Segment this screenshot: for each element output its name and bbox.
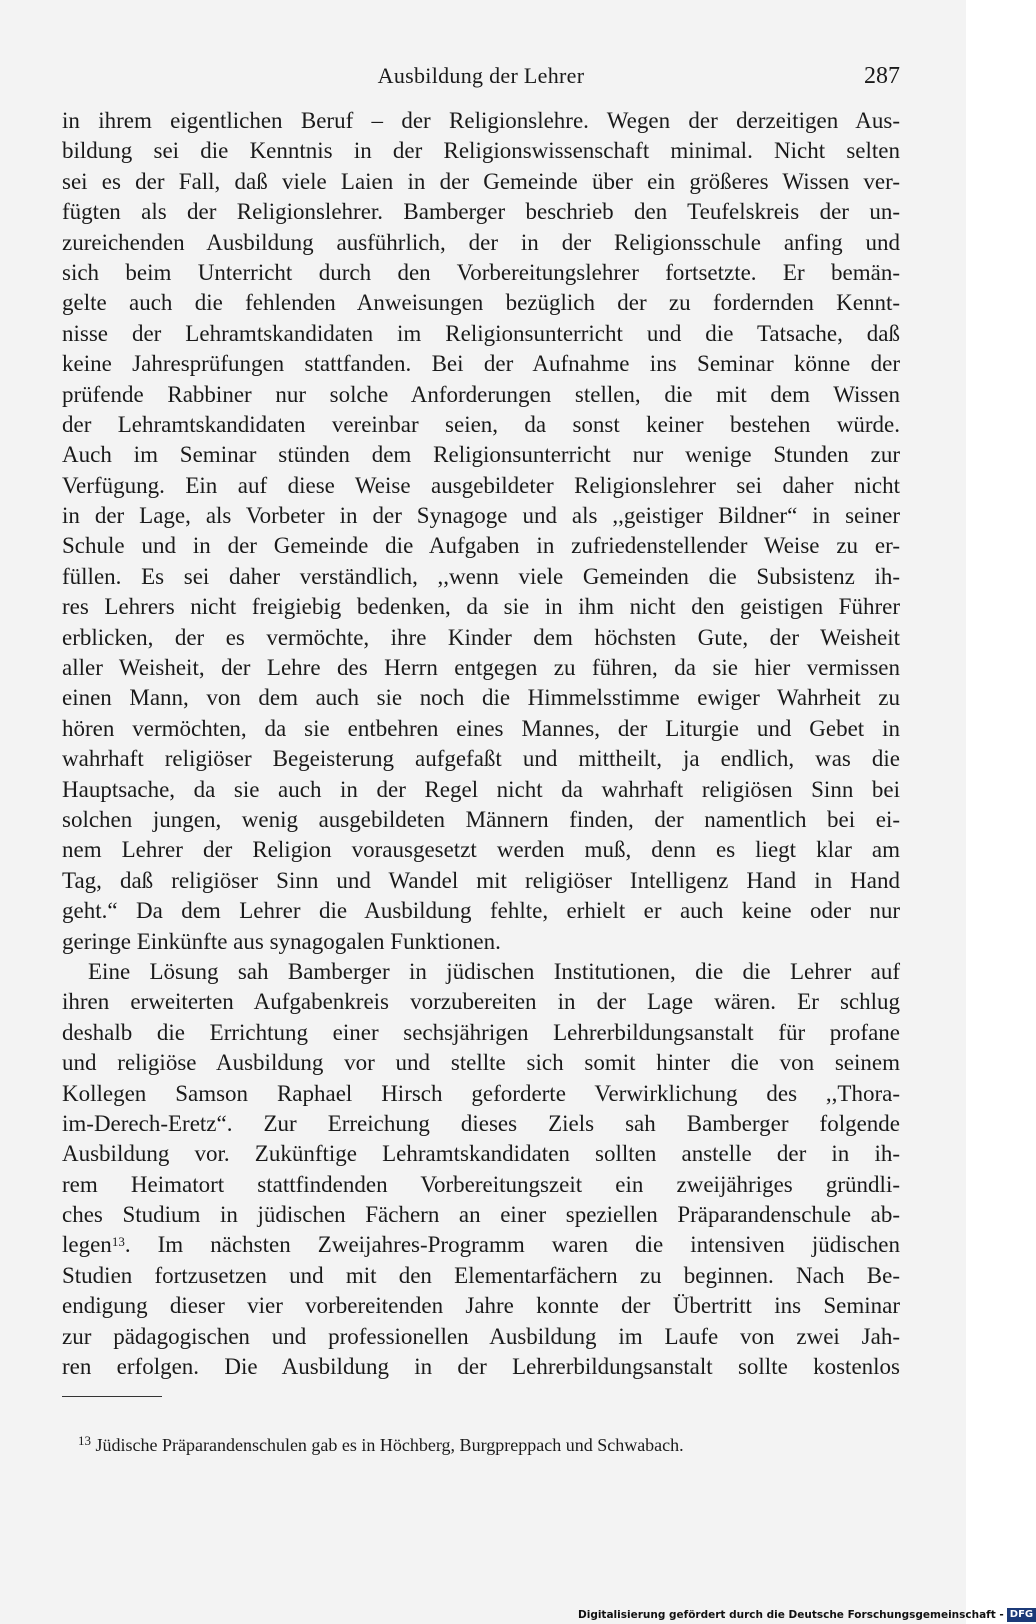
text-line: aller Weisheit, der Lehre des Herrn entgegen zu führen, da sie hier vermissen (62, 655, 900, 681)
footnote-text: Jüdische Präparandenschulen gab es in Höchberg, Burgpreppach und Schwabach. (95, 1435, 684, 1455)
text-line: ren erfolgen. Die Ausbildung in der Lehrerbildungsanstalt sollte kostenlos (62, 1354, 900, 1380)
page-header (62, 58, 900, 94)
text-line: prüfende Rabbiner nur solche Anforderungen stellen, die mit dem Wissen (62, 381, 900, 407)
text-line: hören vermöchten, da sie entbehren eines Mannes, der Liturgie und Gebet in (62, 715, 900, 741)
text-line: Studien fortzusetzen und mit den Elementarfächern zu beginnen. Nach Be- (62, 1262, 900, 1288)
text-line: gelte auch die fehlenden Anweisungen bezüglich der zu fordernden Kennt- (62, 290, 900, 316)
line-start: legen (62, 1232, 112, 1258)
text-line: Hauptsache, da sie auch in der Regel nicht da wahrhaft religiösen Sinn bei (62, 776, 900, 802)
text-line: keine Jahresprüfungen stattfanden. Bei der Aufnahme ins Seminar könne der (62, 351, 900, 377)
text-line: ihren erweiterten Aufgabenkreis vorzubereiten in der Lage wären. Er schlug (62, 989, 900, 1015)
text-line: sich beim Unterricht durch den Vorbereitungslehrer fortsetzte. Er bemän- (62, 259, 900, 285)
text-line: einen Mann, von dem auch sie noch die Himmelsstimme ewiger Wahrheit zu (62, 685, 900, 711)
text-line: endigung dieser vier vorbereitenden Jahre konnte der Übertritt ins Seminar (62, 1293, 900, 1319)
body-text (62, 106, 900, 1382)
page-number: 287 (864, 63, 900, 89)
text-line: Verfügung. Ein auf diese Weise ausgebildeter Religionslehrer sei daher nicht (62, 472, 900, 498)
dfg-logo-icon: DFG (1007, 1608, 1036, 1622)
footnote-number: 13 (78, 1433, 91, 1448)
text-line: Kollegen Samson Raphael Hirsch geforderte Verwirklichung des ,,Thora- (62, 1080, 900, 1106)
text-line: res Lehrers nicht freigiebig bedenken, da sie in ihm nicht den geistigen Führer (62, 594, 900, 620)
text-line: ches Studium in jüdischen Fächern an einer speziellen Präparandenschule ab- (62, 1202, 900, 1228)
text-line: solchen jungen, wenig ausgebildeten Männern finden, der namentlich bei ei- (62, 806, 900, 832)
text-line: wahrhaft religiöser Begeisterung aufgefaßt und mittheilt, ja endlich, was die (62, 746, 900, 772)
text-line: rem Heimatort stattfindenden Vorbereitungszeit ein zweijähriges gründli- (62, 1171, 900, 1197)
text-line: Auch im Seminar stünden dem Religionsunterricht nur wenige Stunden zur (62, 442, 900, 468)
footnote-rule (62, 1396, 162, 1397)
text-line: der Lehramtskandidaten vereinbar seien, da sonst keiner bestehen würde. (62, 411, 900, 437)
text-line: in der Lage, als Vorbeter in der Synagoge und als ,,geistiger Bildner“ in seiner (62, 503, 900, 529)
text-line: nem Lehrer der Religion vorausgesetzt werden muß, denn es liegt klar am (62, 837, 900, 863)
text-line: nisse der Lehramtskandidaten im Religionsunterricht und die Tatsache, daß (62, 320, 900, 346)
text-line: geringe Einkünfte aus synagogalen Funktionen. (62, 928, 501, 954)
text-line: zur pädagogischen und professionellen Ausbildung im Laufe von zwei Jah- (62, 1323, 900, 1349)
footnote (78, 1432, 898, 1458)
line-rest: . Im nächsten Zweijahres-Programm waren die intensiven jüdischen (124, 1232, 900, 1258)
text-line: erblicken, der es vermöchte, ihre Kinder dem höchsten Gute, der Weisheit (62, 624, 900, 650)
text-line: füllen. Es sei daher verständlich, ,,wenn viele Gemeinden die Subsistenz ih- (62, 563, 900, 589)
text-line: Ausbildung vor. Zukünftige Lehramtskandidaten sollten anstelle der in ih- (62, 1141, 900, 1167)
text-line: deshalb die Errichtung einer sechsjährigen Lehrerbildungsanstalt für profane (62, 1019, 900, 1045)
text-line: im-Derech-Eretz“. Zur Erreichung dieses Ziels sah Bamberger folgende (62, 1110, 900, 1136)
digitization-credit (578, 1606, 1034, 1624)
text-line: geht.“ Da dem Lehrer die Ausbildung fehlte, erhielt er auch keine oder nur (62, 898, 900, 924)
text-line: bildung sei die Kenntnis in der Religionswissenschaft minimal. Nicht selten (62, 138, 900, 164)
credit-text: Digitalisierung gefördert durch die Deutsche Forschungsgemeinschaft - (578, 1609, 1004, 1621)
text-line-with-footnote (62, 1230, 900, 1260)
text-line: Eine Lösung sah Bamberger in jüdischen Institutionen, die die Lehrer auf (88, 958, 900, 984)
text-line: Tag, daß religiöser Sinn und Wandel mit religiöser Intelligenz Hand in Hand (62, 867, 900, 893)
text-line: Schule und in der Gemeinde die Aufgaben in zufriedenstellender Weise zu er- (62, 533, 900, 559)
running-head: Ausbildung der Lehrer (377, 63, 585, 88)
text-line: fügten als der Religionslehrer. Bamberger beschrieb den Teufelskreis der un- (62, 199, 900, 225)
footnote-reference: 13 (111, 1234, 125, 1250)
text-line: sei es der Fall, daß viele Laien in der Gemeinde über ein größeres Wissen ver- (62, 168, 900, 194)
text-line: in ihrem eigentlichen Beruf – der Religionslehre. Wegen der derzeitigen Aus- (62, 108, 900, 133)
text-line: und religiöse Ausbildung vor und stellte sich somit hinter die von seinem (62, 1050, 900, 1076)
text-line: zureichenden Ausbildung ausführlich, der in der Religionsschule anfing und (62, 229, 900, 255)
